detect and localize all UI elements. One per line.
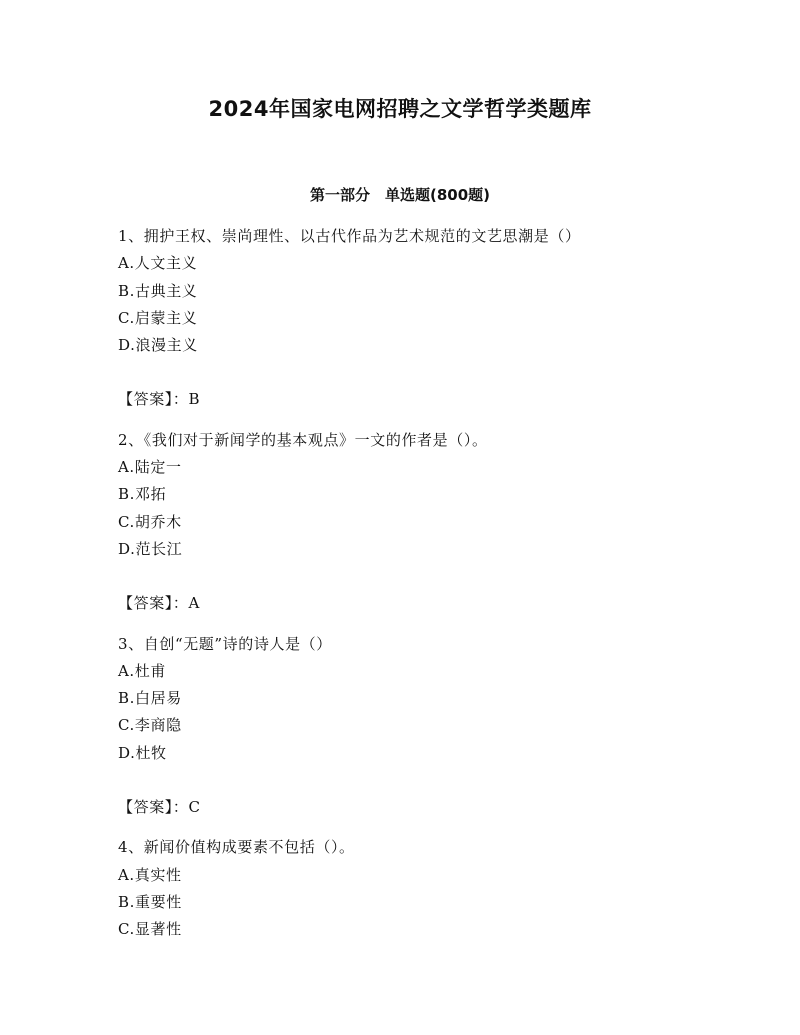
answer-line <box>118 386 718 413</box>
question-4 <box>118 834 718 943</box>
question-3 <box>118 631 718 822</box>
option-d: D.浪漫主义 <box>118 336 198 355</box>
option-b: B.重要性 <box>118 892 182 911</box>
option-b: B.邓拓 <box>118 485 167 504</box>
option-a: A.杜甫 <box>118 661 167 680</box>
option-a: A.陆定一 <box>118 458 182 477</box>
option-d: D.杜牧 <box>118 743 167 762</box>
question-stem: 2、《我们对于新闻学的基本观点》一文的作者是（）。 <box>118 430 488 449</box>
option-b: B.白居易 <box>118 689 182 708</box>
answer-value: C <box>188 798 201 817</box>
question-list <box>118 223 718 944</box>
answer-value: A <box>188 594 200 613</box>
question-stem: 1、拥护王权、崇尚理性、以古代作品为艺术规范的文艺思潮是（） <box>118 227 581 245</box>
page-title: 2024年国家电网招聘之文学哲学类题库 <box>208 97 592 121</box>
answer-label: 【答案】： <box>118 594 189 613</box>
answer-line <box>118 794 718 821</box>
option-c: C.胡乔木 <box>118 512 182 531</box>
option-b: B.古典主义 <box>118 281 198 300</box>
answer-line <box>118 590 718 617</box>
answer-label: 【答案】： <box>118 390 189 409</box>
option-a: A.人文主义 <box>118 254 198 273</box>
option-c: C.启蒙主义 <box>118 308 198 327</box>
answer-value: B <box>188 390 201 409</box>
question-2 <box>118 427 718 618</box>
option-a: A.真实性 <box>118 865 182 884</box>
option-d: D.范长江 <box>118 539 183 558</box>
question-stem: 4、新闻价值构成要素不包括（）。 <box>118 838 355 857</box>
section-title: 第一部分 单选题(800题) <box>309 186 491 204</box>
question-stem: 3、自创“无题”诗的诗人是（） <box>118 634 332 653</box>
answer-label: 【答案】： <box>118 798 189 817</box>
question-1 <box>118 223 718 414</box>
option-c: C.显著性 <box>118 920 182 939</box>
option-c: C.李商隐 <box>118 716 182 735</box>
